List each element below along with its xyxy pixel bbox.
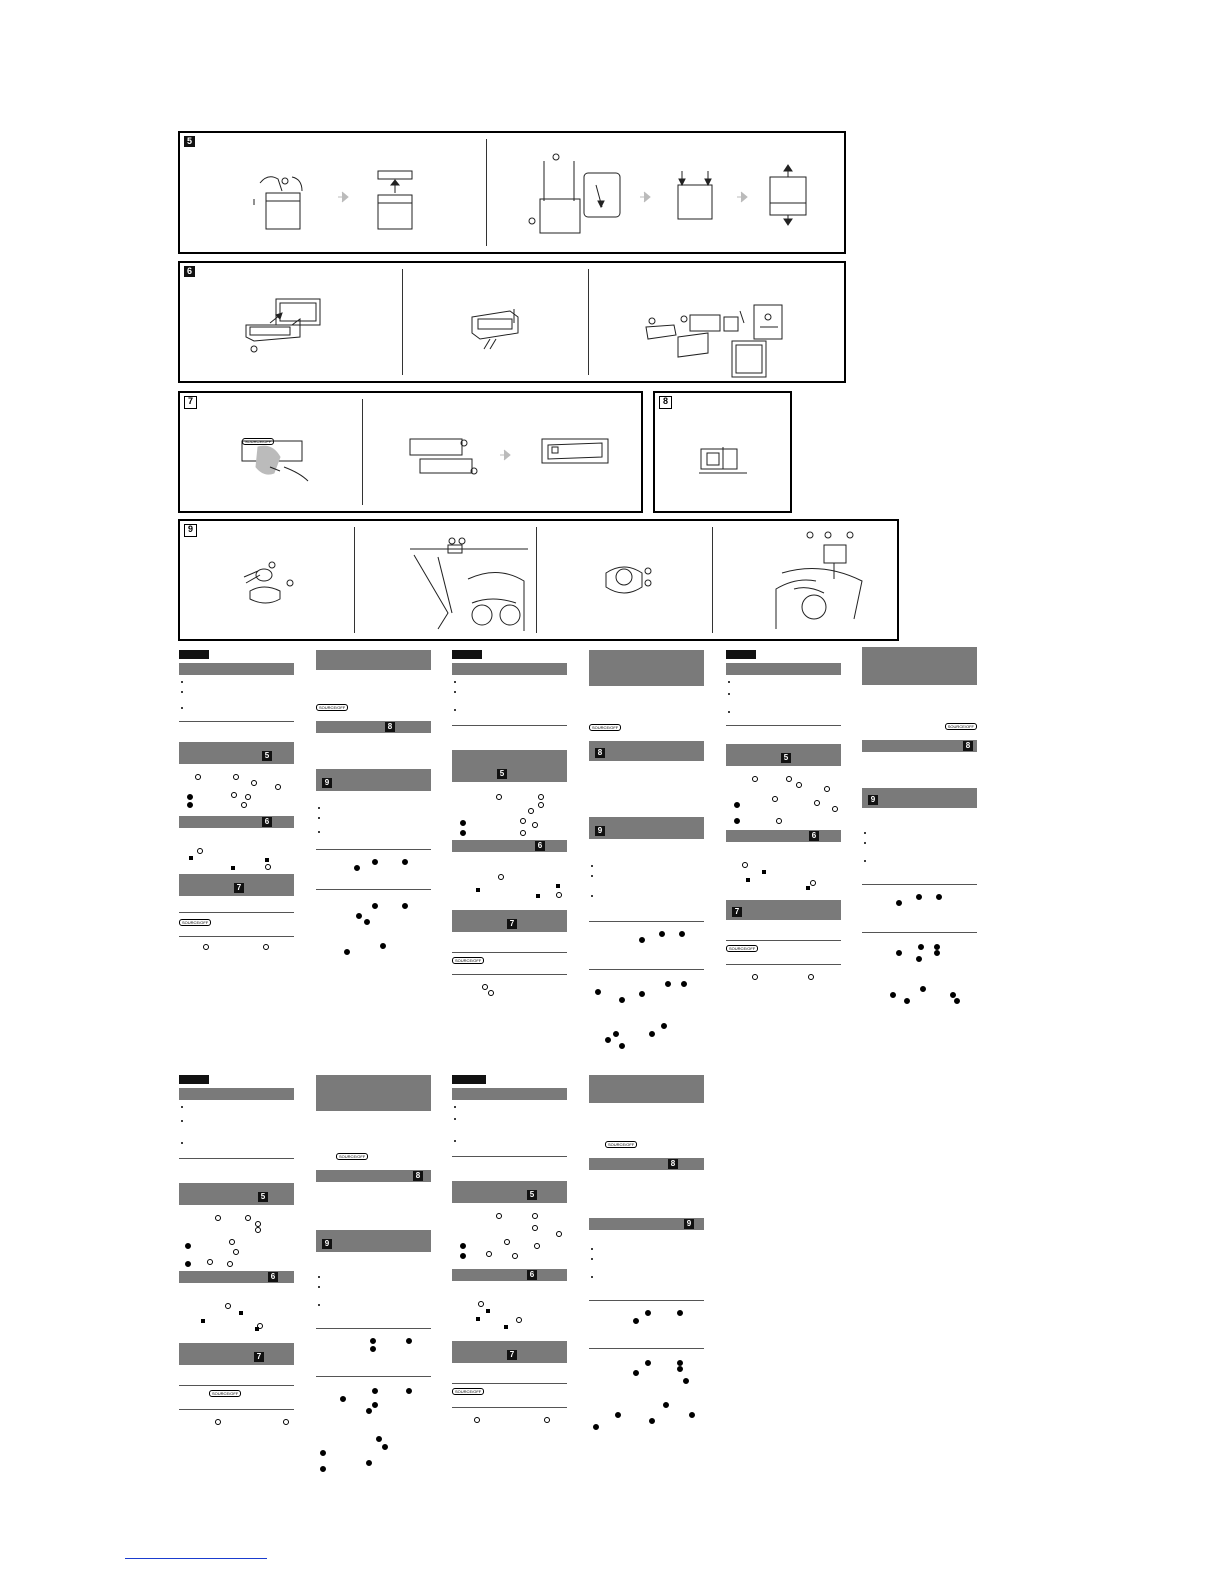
text-column-7: 5 6 7 SOURCE/OFF <box>179 1075 294 1425</box>
language-tab <box>179 650 209 659</box>
figure-7-arrow <box>500 449 514 461</box>
language-tab <box>452 650 482 659</box>
section-header <box>862 647 977 685</box>
figure-5-divider <box>486 139 487 246</box>
section-header <box>589 1075 704 1103</box>
figure-9-divider-3 <box>712 527 713 633</box>
figure-6-front-tabs <box>470 303 530 353</box>
figure-5-unit-frame-lifted <box>376 169 416 233</box>
source-off-label: SOURCE/OFF <box>242 438 274 445</box>
text-column-5: 5 6 7 SOURCE/OFF <box>726 650 841 980</box>
figure-5-number: 5 <box>184 136 195 147</box>
figure-5-unit-separated <box>768 163 812 227</box>
section-header-6: 6 <box>179 816 294 828</box>
section-header-6: 6 <box>726 830 841 842</box>
section-header <box>452 663 567 675</box>
figure-7-release-front-panel <box>240 437 310 483</box>
figure-6-divider-1 <box>402 269 403 375</box>
figure-9-microphone-mounted <box>600 559 660 599</box>
text-column-9: 5 6 7 SOURCE/OFF <box>452 1075 567 1423</box>
figure-6-divider-2 <box>588 269 589 375</box>
section-header-5: 5 <box>452 750 567 782</box>
language-tab <box>452 1075 486 1084</box>
section-header <box>179 1088 294 1100</box>
figure-8-reset-button <box>699 445 749 479</box>
figure-6-panel <box>178 261 846 383</box>
section-header-9: 9 <box>589 817 704 839</box>
figure-5-unit-keys-pressed <box>676 167 716 223</box>
section-header-5: 5 <box>179 1183 294 1205</box>
section-header-9: 9 <box>589 1218 704 1230</box>
section-header-5: 5 <box>179 742 294 764</box>
section-header-7: 7 <box>179 874 294 896</box>
section-header-7: 7 <box>452 1341 567 1363</box>
figure-9-divider-2 <box>536 527 537 633</box>
language-tab <box>179 1075 209 1084</box>
section-header-7: 7 <box>726 900 841 920</box>
figure-7-number: 7 <box>184 396 197 409</box>
text-column-2: SOURCE/OFF 8 9 <box>316 650 431 953</box>
section-header <box>179 663 294 675</box>
footer-link[interactable] <box>125 1558 267 1559</box>
language-tab <box>726 650 756 659</box>
section-header <box>316 650 431 670</box>
figure-7-panel <box>178 391 643 513</box>
section-header-6: 6 <box>452 840 567 852</box>
figure-6-frame-insert <box>240 297 332 355</box>
section-header-7: 7 <box>179 1343 294 1365</box>
section-header-6: 6 <box>452 1269 567 1281</box>
figure-9-divider-1 <box>354 527 355 633</box>
section-header-8: 8 <box>316 721 431 733</box>
section-header-9: 9 <box>316 769 431 791</box>
figure-7-attach-front-panel <box>408 437 478 477</box>
figure-9-sun-visor-mount <box>408 533 532 635</box>
figure-8-panel <box>653 391 792 513</box>
text-column-8: SOURCE/OFF 8 9 <box>316 1075 431 1460</box>
section-header-6: 6 <box>179 1271 294 1283</box>
text-column-3: 5 6 7 SOURCE/OFF <box>452 650 567 990</box>
section-header-8: 8 <box>589 1158 704 1170</box>
source-off-label-text: SOURCE/OFF <box>179 919 211 926</box>
figure-5-arrow-3 <box>737 191 751 203</box>
text-column-1 <box>179 650 294 952</box>
figure-9-number: 9 <box>184 524 197 537</box>
section-header-5: 5 <box>726 744 841 766</box>
figure-7-panel-attached <box>540 435 610 469</box>
section-header-9: 9 <box>862 788 977 808</box>
figure-5-arrow-2 <box>640 191 654 203</box>
text-column-6: SOURCE/OFF 8 9 <box>862 647 977 1016</box>
section-header-9: 9 <box>316 1230 431 1252</box>
section-header-8: 8 <box>862 740 977 752</box>
section-header-7: 7 <box>452 910 567 932</box>
figure-5-panel <box>178 131 846 254</box>
figure-8-number: 8 <box>659 396 672 409</box>
figure-9-dashboard-install <box>774 529 898 637</box>
section-header-5: 5 <box>452 1181 567 1203</box>
figure-7-divider <box>362 399 363 505</box>
section-header <box>589 650 704 686</box>
section-header <box>726 663 841 675</box>
figure-5-unit-with-hands <box>250 171 310 233</box>
section-header <box>452 1088 567 1100</box>
section-header-8: 8 <box>316 1170 431 1182</box>
figure-5-unit-with-keys <box>526 151 622 237</box>
text-column-4: SOURCE/OFF 8 9 <box>589 650 704 1053</box>
figure-9-panel <box>178 519 899 641</box>
text-column-10: SOURCE/OFF 8 9 <box>589 1075 704 1432</box>
figure-9-microphone-clip <box>240 561 310 607</box>
section-header <box>316 1075 431 1111</box>
section-header-8: 8 <box>589 741 704 761</box>
figure-6-number: 6 <box>184 266 195 277</box>
figure-6-mounting-assembly <box>644 297 794 381</box>
figure-5-arrow-1 <box>338 191 352 203</box>
